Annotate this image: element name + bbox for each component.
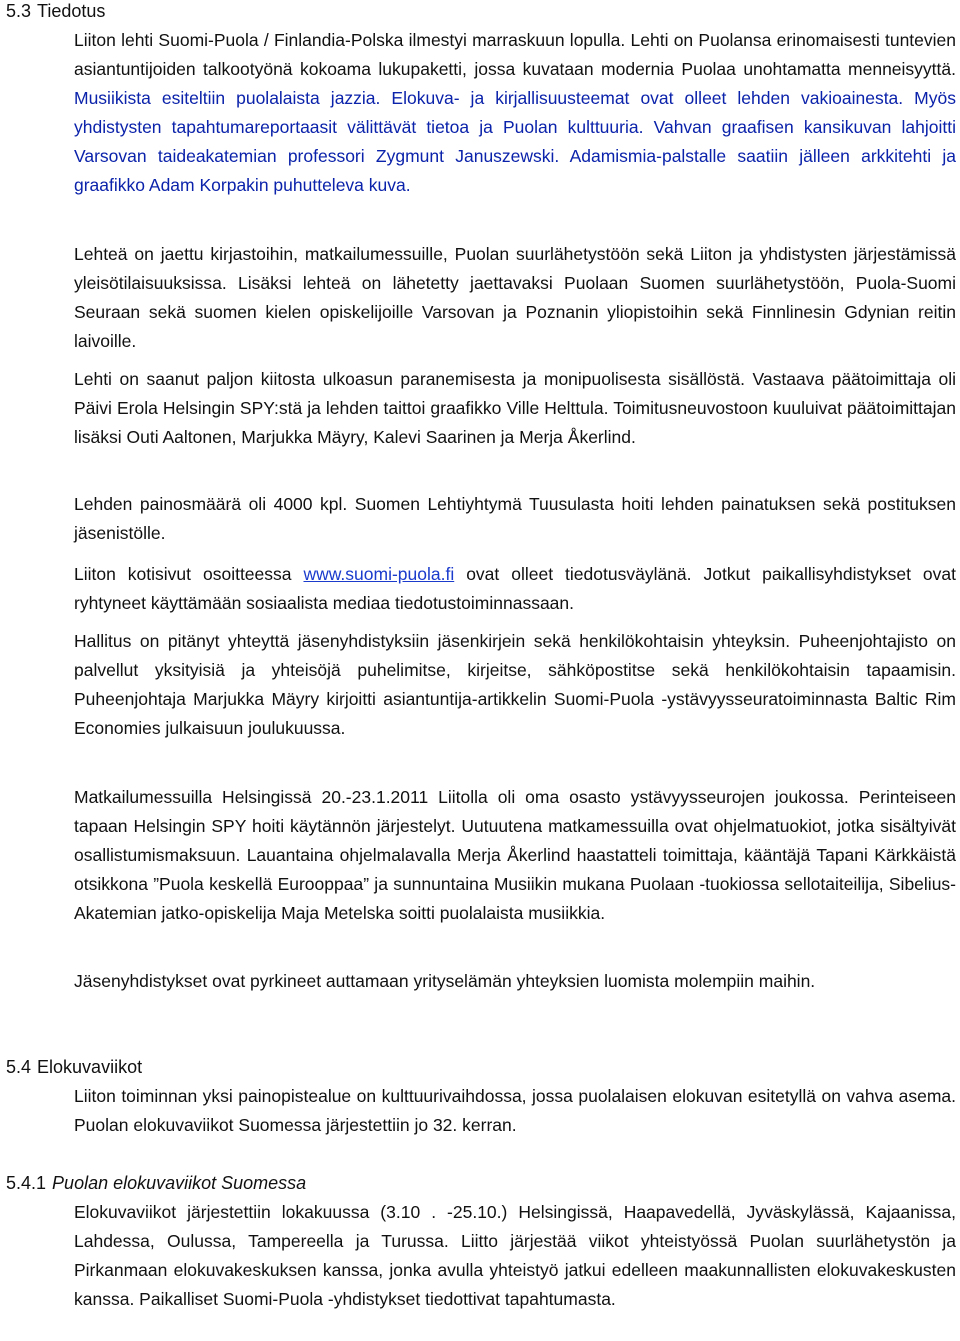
section-number: 5.3: [6, 1, 32, 21]
section-number: 5.4.1: [6, 1173, 47, 1193]
website-text-before: Liiton kotisivut osoitteessa: [74, 564, 304, 584]
section-heading-5-4-1: [6, 1169, 306, 1198]
website-link[interactable]: www.suomi-puola.fi: [303, 564, 455, 584]
section-title: Elokuvaviikot: [37, 1057, 143, 1077]
section-heading-5-4: [6, 1053, 142, 1082]
paragraph-distribution: Lehteä on jaettu kirjastoihin, matkailumessuille, Puolan suurlähetystöön sekä Liiton ja yhdistysten järjestämissä yleisötilaisuuksissa. Lisäksi lehteä on lähetetty jaettavaksi Puolaan Suomen suurlähetystöön, Puola-Suomi Seuraan sekä suomen kielen opiskelijoille Varsovan ja Poznanin yliopistoihin sekä Finnlinesin Gdynian reitin laivoille.: [74, 244, 956, 351]
paragraph-print-run: Lehden painosmäärä oli 4000 kpl. Suomen Lehtiyhtymä Tuusulasta hoiti lehden painatuksen sekä postituksen jäsenistölle.: [74, 494, 956, 543]
paragraph-feedback: Lehti on saanut paljon kiitosta ulkoasun paranemisesta ja monipuolisesta sisällöstä. Vastaava päätoimittaja oli Päivi Erola Helsingin SPY:stä ja lehden taittoi graafikko Ville Helttula. Toimitusneuvostoon kuuluivat päätoimittajan lisäksi Outi Aaltonen, Marjukka Mäyry, Kalevi Saarinen ja Merja Åkerlind.: [74, 369, 956, 447]
paragraph-newsletter-part-a: Liiton lehti Suomi-Puola / Finlandia-Polska ilmestyi marraskuun lopulla. Lehti on Puolansa erinomaisesti tuntevien asiantuntijoiden talkootyönä kokoama lukupaketti, jossa kuvataan modernia Puolaa unohtamatta menneisyyttä.: [74, 30, 956, 79]
section-title: Tiedotus: [37, 1, 106, 21]
paragraph-film-weeks-details: Elokuvaviikot järjestettiin lokakuussa (3.10 . -25.10.) Helsingissä, Haapavedellä, Jyväskylässä, Kajaanissa, Lahdessa, Oulussa, Tampereella ja Turussa. Liitto järjestää viikot yhteistyössä Puolan suurlähetystön ja Pirkanmaan elokuvakeskuksen kanssa, jonka avulla yhteistyö jatkui edelleen maakunnallisten elokuvakeskusten kanssa. Paikalliset Suomi-Puola -yhdistykset tiedottivat tapahtumasta.: [74, 1202, 956, 1309]
section-heading-5-3: [6, 0, 105, 26]
paragraph-newsletter-part-c: Vahvan graafisen kansikuvan lahjoitti Varsovan taideakatemian professori Zygmunt Januszewski.: [74, 117, 956, 166]
paragraph-website: [74, 560, 956, 618]
website-text-after: ovat olleet tiedotusväylänä. Jotkut paikallisyhdistykset ovat ryhtyneet käyttämään sosiaalista mediaa tiedotustoiminnassaan.: [74, 564, 956, 613]
paragraph-business-contacts: Jäsenyhdistykset ovat pyrkineet auttamaan yrityselämän yhteyksien luomista molempiin maihin.: [74, 971, 816, 991]
paragraph-film-weeks-intro: Liiton toiminnan yksi painopistealue on kulttuurivaihdossa, jossa puolalaisen elokuvan esitetyllä on vahva asema. Puolan elokuvaviikot Suomessa järjestettiin jo 32. kerran.: [74, 1086, 956, 1135]
section-title: Puolan elokuvaviikot Suomessa: [52, 1173, 307, 1193]
paragraph-newsletter-part-b: Musiikista esiteltiin puolalaista jazzia. Elokuva- ja kirjallisuusteemat ovat olleet lehden vakioainesta. Myös yhdistysten tapahtumareportaasit välittävät tietoa ja Puolan kulttuuria.: [74, 88, 956, 137]
paragraph-travel-fair: Matkailumessuilla Helsingissä 20.-23.1.2011 Liitolla oli oma osasto ystävyysseurojen joukossa. Perinteiseen tapaan Helsingin SPY hoiti käytännön järjestelyt. Uutuutena matkamessuilla ovat ohjelmatuokiot, jotka sisältyivät osallistumismaksuun. Lauantaina ohjelmalavalla Merja Åkerlind haastatteli toimittaja, kääntäjä Tapani Kärkkäistä otsikkona ”Puola keskellä Eurooppaa” ja sunnuntaina Musiikin mukana Puolaan -tuokiossa sellotaiteilija, Sibelius-Akatemian jatko-opiskelija Maja Metelska soitti puolalaista musiikkia.: [74, 787, 956, 923]
paragraph-board-contacts: Hallitus on pitänyt yhteyttä jäsenyhdistyksiin jäsenkirjein sekä henkilökohtaisin yhteyksin. Puheenjohtajisto on palvellut yksityisiä ja yhteisöjä puhelimitse, kirjeitse, sähköpostitse sekä henkilökohtaisin tapaamisin. Puheenjohtaja Marjukka Mäyry kirjoitti asiantuntija-artikkelin Suomi-Puola -ystävyysseuratoiminnasta Baltic Rim Economies julkaisuun joulukuussa.: [74, 631, 956, 738]
section-number: 5.4: [6, 1057, 32, 1077]
paragraph-newsletter: [74, 26, 956, 200]
paragraph-newsletter-part-d: Adamismia-palstalle saatiin jälleen arkkitehti ja graafikko Adam Korpakin puhutteleva kuva.: [74, 146, 956, 195]
